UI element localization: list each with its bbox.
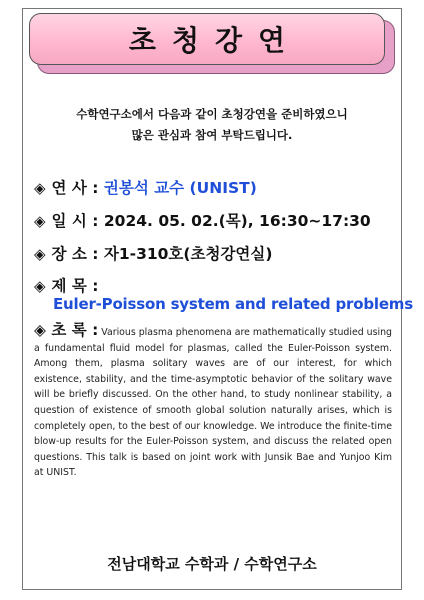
diamond-bullet-icon: ◈ [34, 179, 46, 197]
title-banner [29, 13, 385, 65]
organizer-footer: 전남대학교 수학과 / 수학연구소 [107, 555, 317, 573]
date-row [34, 209, 371, 231]
title-row [34, 274, 98, 296]
speaker-value: 권봉석 교수 (UNIST) [103, 179, 257, 197]
date-value: 2024. 05. 02.(목), 16:30~17:30 [103, 212, 371, 230]
talk-title: Euler-Poisson system and related problems [53, 295, 413, 313]
date-label: 일 시 : [51, 212, 99, 230]
intro-line-2: 많은 관심과 참여 부탁드립니다. [131, 128, 293, 142]
place-row [34, 242, 272, 264]
diamond-bullet-icon: ◈ [34, 321, 46, 339]
abstract-block [34, 323, 392, 481]
speaker-label: 연 사 : [51, 179, 99, 197]
title-label: 제 목 : [51, 277, 99, 295]
abstract-label [34, 321, 98, 339]
abstract-label-text: 초 록 : [51, 321, 99, 339]
banner-title: 초청강연 [128, 24, 302, 57]
abstract-text: Various plasma phenomena are mathematically studied using a fundamental fluid model for plasmas, called the Euler-Poisson system. Among them, plasma solitary waves are of our interest, for which existence, stability, and the time-asymptotic behavior of the solitary wave will be briefly discussed. On the other hand, to study nonlinear stability, a question of existence of smooth global solution naturally arises, which is completely open, to the best of our knowledge. We introduce the finite-time blow-up results for the Euler-Poisson system, and discuss the related open questions. This talk is based on joint work with Junsik Bae and Yunjoo Kim at UNIST. [34, 327, 393, 479]
diamond-bullet-icon: ◈ [34, 212, 46, 230]
speaker-row [34, 176, 257, 198]
diamond-bullet-icon: ◈ [34, 245, 46, 263]
place-label: 장 소 : [51, 245, 99, 263]
intro-line-1: 수학연구소에서 다음과 같이 초청강연을 준비하였으니 [76, 107, 348, 121]
diamond-bullet-icon: ◈ [34, 277, 46, 295]
place-value: 자1-310호(초청강연실) [103, 245, 273, 263]
